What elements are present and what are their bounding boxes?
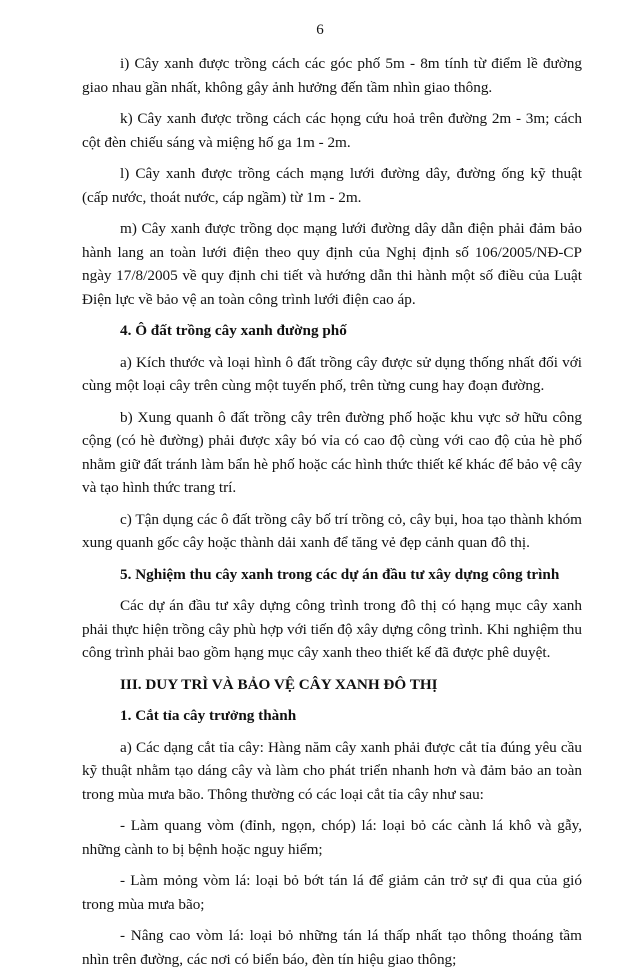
- section-heading-5: 5. Nghiệm thu cây xanh trong các dự án đầu tư xây dựng công trình: [120, 565, 560, 583]
- paragraph-4c: c) Tận dụng các ô đất trồng cây bố trí trồng cỏ, cây bụi, hoa tạo thành khóm xung quanh gốc cây hoặc thành dải xanh để tăng vẻ đẹp cảnh quan đô thị.: [82, 510, 582, 551]
- paragraph-5: Các dự án đầu tư xây dựng công trình trong đô thị có hạng mục cây xanh phải thực hiện trồng cây phù hợp với tiến độ xây dựng công trình. Khi nghiệm thu công trình phải bao gồm hạng mục cây xanh theo thiết kế đã được phê duyệt.: [82, 597, 582, 661]
- paragraph-k: k) Cây xanh được trồng cách các họng cứu hoả trên đường 2m - 3m; cách cột đèn chiếu sáng và miệng hố ga 1m - 2m.: [82, 110, 582, 151]
- bullet-lam-mong-vom: - Làm mỏng vòm lá: loại bỏ bớt tán lá để giảm cản trở sự đi qua của gió trong mùa mưa bão;: [82, 872, 582, 913]
- section-heading-1: 1. Cắt tỉa cây trưởng thành: [120, 707, 297, 724]
- bullet-nang-cao-vom: - Nâng cao vòm lá: loại bỏ những tán lá thấp nhất tạo thông thoáng tầm nhìn trên đường, các nơi có biển báo, đèn tín hiệu giao thông;: [82, 927, 582, 968]
- paragraph-1a: a) Các dạng cắt tỉa cây: Hàng năm cây xanh phải được cắt tỉa đúng yêu cầu kỹ thuật nhằm tạo dáng cây và làm cho phát triển nhanh hơn và đảm bảo an toàn trong mùa mưa bão. Thông thường có các loại cắt tỉa cây như sau:: [82, 738, 582, 803]
- page-number: 6: [316, 22, 324, 38]
- paragraph-4a: a) Kích thước và loại hình ô đất trồng cây được sử dụng thống nhất đối với cùng một loại cây trên cùng một tuyến phố, trên từng cung hay đoạn đường.: [82, 353, 582, 394]
- bullet-lam-quang-vom: - Làm quang vòm (đỉnh, ngọn, chóp) lá: loại bỏ các cành lá khô và gẫy, những cành to bị bệnh hoặc nguy hiểm;: [82, 817, 582, 858]
- paragraph-l: l) Cây xanh được trồng cách mạng lưới đường dây, đường ống kỹ thuật (cấp nước, thoát nước, cáp ngầm) từ 1m - 2m.: [82, 165, 582, 206]
- paragraph-i: i) Cây xanh được trồng cách các góc phố 5m - 8m tính từ điểm lề đường giao nhau gần nhất, không gây ảnh hưởng đến tầm nhìn giao thông.: [82, 55, 582, 96]
- document-body: [82, 52, 582, 979]
- paragraph-m: m) Cây xanh được trồng dọc mạng lưới đường dây dẫn điện phải đảm bảo hành lang an toàn lưới điện theo quy định của Nghị định số 106/2005/NĐ-CP ngày 17/8/2005 về quy định chi tiết và hướng dẫn thi hành một số điều của Luật Điện lực về bảo vệ an toàn công trình lưới điện cao áp.: [82, 220, 582, 308]
- paragraph-4b: b) Xung quanh ô đất trồng cây trên đường phố hoặc khu vực sở hữu công cộng (có hè đường) phải được xây bó vỉa có cao độ cùng với cao độ của hè phố nhằm giữ đất tránh làm bẩn hè phố hoặc các hình thức thiết kế khác để bảo vệ cây và tạo hình thức trang trí.: [82, 408, 582, 496]
- chapter-heading-iii: III. DUY TRÌ VÀ BẢO VỆ CÂY XANH ĐÔ THỊ: [120, 675, 438, 693]
- section-heading-4: 4. Ô đất trồng cây xanh đường phố: [120, 322, 347, 339]
